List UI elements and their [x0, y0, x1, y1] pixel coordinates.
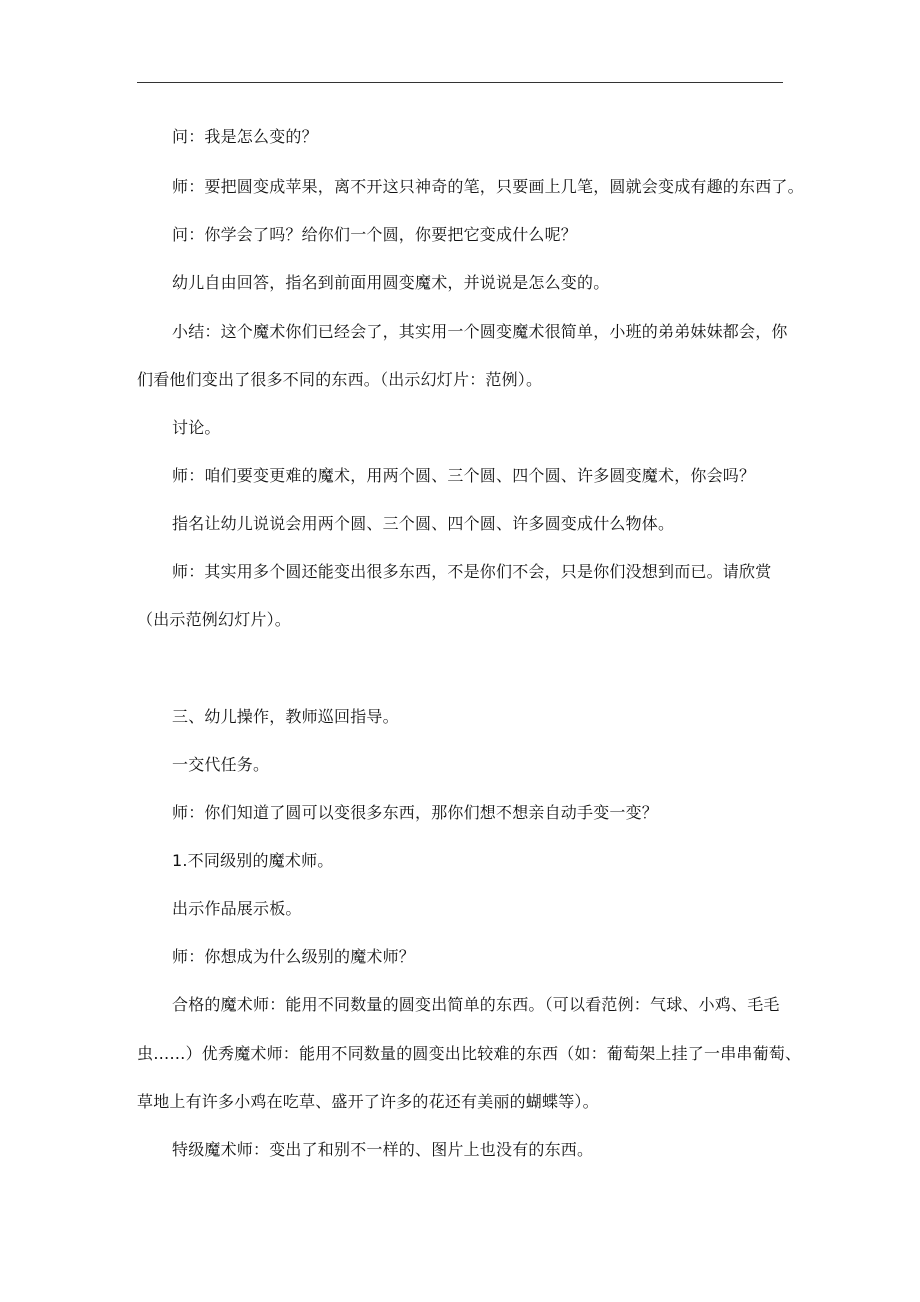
- header-rule: [137, 82, 783, 83]
- text-line: 小结：这个魔术你们已经会了，其实用一个圆变魔术很简单，小班的弟弟妹妹都会，你: [172, 322, 788, 341]
- text-line: 师：咱们要变更难的魔术，用两个圆、三个圆、四个圆、许多圆变魔术，你会吗？: [172, 466, 756, 485]
- text-line: 师：你们知道了圆可以变很多东西，那你们想不想亲自动手变一变？: [172, 803, 659, 822]
- text-line: 幼儿自由回答，指名到前面用圆变魔术，并说说是怎么变的。: [172, 273, 610, 292]
- text-line: 草地上有许多小鸡在吃草、盛开了许多的花还有美丽的蝴蝶等）。: [137, 1092, 599, 1111]
- text-line: 指名让幼儿说说会用两个圆、三个圆、四个圆、许多圆变成什么物体。: [172, 514, 675, 533]
- section-heading: 三、幼儿操作，教师巡回指导。: [172, 707, 399, 726]
- text-line: 合格的魔术师：能用不同数量的圆变出简单的东西。（可以看范例：气球、小鸡、毛毛: [172, 995, 780, 1014]
- text-line: 问：我是怎么变的？: [172, 127, 318, 146]
- text-line: 师：你想成为什么级别的魔术师？: [172, 947, 416, 966]
- text-line: 们看他们变出了很多不同的东西。（出示幻灯片：范例）。: [137, 370, 543, 389]
- text-line: 特级魔术师：变出了和别不一样的、图片上也没有的东西。: [172, 1140, 594, 1159]
- text-line: 一交代任务。: [172, 755, 270, 774]
- text-line: 1.不同级别的魔术师。: [172, 851, 334, 870]
- text-line: 师：其实用多个圆还能变出很多东西，不是你们不会，只是你们没想到而已。请欣赏: [172, 562, 772, 581]
- text-line: 讨论。: [172, 418, 221, 437]
- text-line: 师：要把圆变成苹果，离不开这只神奇的笔，只要画上几笔，圆就会变成有趣的东西了。: [172, 177, 804, 196]
- text-line: （出示范例幻灯片）。: [137, 610, 292, 629]
- text-line: 虫……）优秀魔术师：能用不同数量的圆变出比较难的东西（如：葡萄架上挂了一串串葡萄、: [137, 1044, 802, 1063]
- text-line: 出示作品展示板。: [172, 899, 302, 918]
- text-line: 问：你学会了吗？给你们一个圆，你要把它变成什么呢？: [172, 225, 578, 244]
